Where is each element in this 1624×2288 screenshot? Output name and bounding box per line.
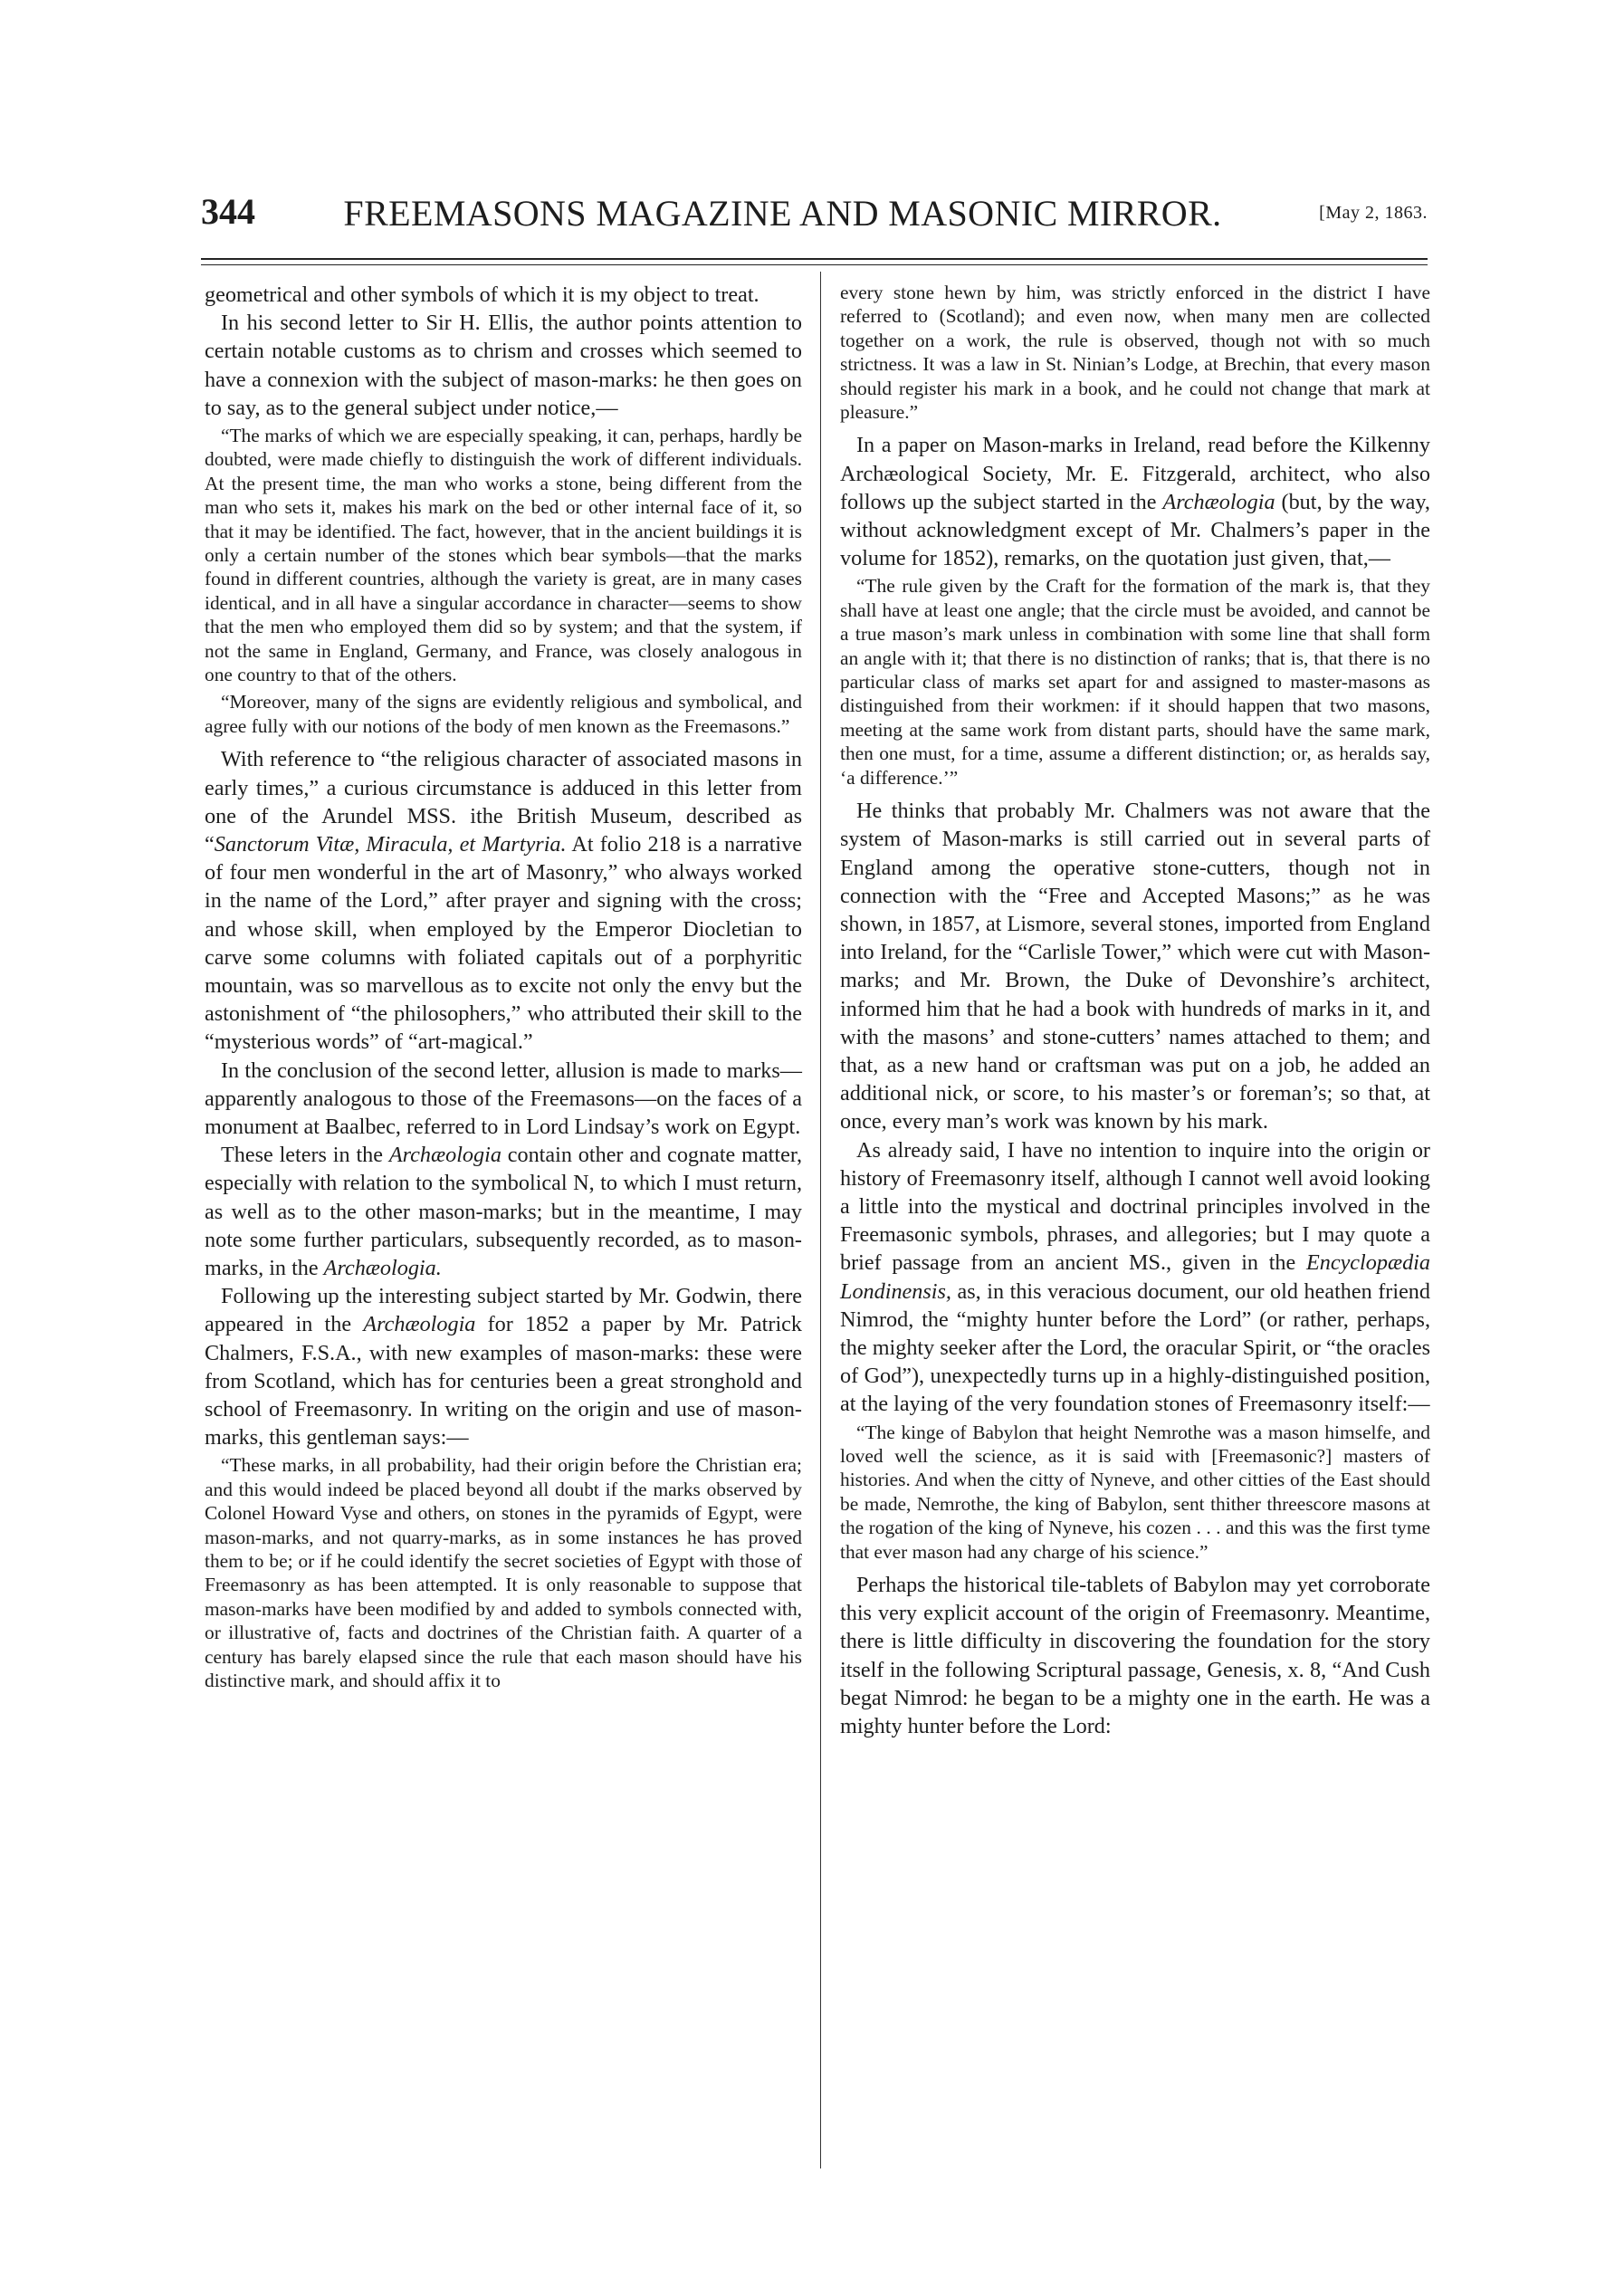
left-column [205,281,802,1696]
paragraph: As already said, I have no intention to inquire into the origin or history of Freemasonry itself, although I cannot well avoid looking a little into the mystical and doctrinal principles involved in the Freemasonic symbols, phrases, and allegories; but I may quote a brief passage from an ancient MS., given in the Encyclopædia Londinensis, as, in this veracious document, our old heathen friend Nimrod, the “mighty hunter before the Lord” (or rather, perhaps, the mighty seeker after the Lord, the oracular Spirit, or “the oracles of God”), unexpectedly turns up in a highly-distinguished position, at the laying of the very foundation stones of Freemasonry itself:— [840,1137,1430,1417]
block-quote: “These marks, in all probability, had their origin before the Christian era; and this would indeed be placed beyond all doubt if the marks observed by Colonel Howard Vyse and others, on stones in the pyramids of Egypt, were mason-marks, and not quarry-marks, as in some instances he has proved them to be; or if he could identify the secret societies of Egypt with those of Freemasonry as has been attempted. It is only reasonable to suppose that mason-marks have been modified by and added to symbols connected with, or illustrative of, facts and doctrines of the Christian faith. A quarter of a century has barely elapsed since the rule that each mason should have his distinctive mark, and should affix it to [205,1454,802,1692]
header-rule-thick [201,258,1428,260]
paragraph: Perhaps the historical tile-tablets of Babylon may yet corroborate this very explicit account of the origin of Freemasonry. Meantime, there is little difficulty in discovering the foundation for the story itself in the following Scriptural passage, Genesis, x. 8, “And Cush begat Nimrod: he began to be a mighty one in the earth. He was a mighty hunter before the Lord: [840,1573,1430,1739]
paragraph: He thinks that probably Mr. Chalmers was not aware that the system of Mason-marks is still carried out in several parts of England among the operative stone-cutters, though not in connection with the “Free and Accepted Masons;” as he was shown, in 1857, at Lismore, several stones, imported from England into Ireland, for the “Carlisle Tower,” which were cut with Mason-marks; and Mr. Brown, the Duke of Devonshire’s architect, informed him that he had a book with hundreds of marks in it, and with the masons’ and stone-cutters’ names attached to them; and that, as a new hand or craftsman was put on a job, he added an additional nick, or score, to his master’s or foreman’s; so that, at once, every man’s work was known by his mark. [840,799,1430,1134]
block-quote: “The rule given by the Craft for the formation of the mark is, that they shall have at least one angle; that the circle must be avoided, and cannot be a true mason’s mark unless in combination with some line that shall form an angle with it; that there is no distinction of ranks; that is, that there is no particular class of marks set apart for and assigned to master-masons as distinguished from their workmen: if it should happen that two masons, meeting at the same work from distant parts, should have the same mark, then one must, for a time, assume a different distinction; or, as heralds say, ‘a difference.’” [840,575,1430,789]
page-number: 344 [201,191,255,232]
issue-date: [May 2, 1863. [1319,203,1428,223]
italic-title: Archæologia [363,1312,476,1337]
paragraph: These leters in the Archæologia contain other and cognate matter, especially with relation to the symbolical N, to which I must return, as well as to the other mason-marks; but in the meantime, I may note some further particulars, subsequently recorded, as to mason-marks, in the Archæologia. [205,1143,802,1280]
italic-title: Archæologia. [323,1255,442,1280]
italic-title: Archæologia [1162,489,1275,514]
paragraph: In the conclusion of the second letter, allusion is made to marks—apparently analogous to those of the Freemasons—on the faces of a monument at Baalbec, referred to in Lord Lindsay’s work on Egypt. [205,1058,802,1139]
block-quote: “The kinge of Babylon that height Nemrothe was a mason himselfe, and loved well the science, as it is said with [Freemasonic?] masters of histories. And when the citty of Nyneve, and other citties of the East should be made, Nemrothe, the king of Babylon, sent thither threescore masons at the rogation of the king of Nyneve, his cozen . . . and this was the first tyme that ever mason had any charge of his science.” [840,1421,1430,1563]
right-column [840,281,1430,1740]
block-quote: “Moreover, many of the signs are evidently religious and symbolical, and agree fully with our notions of the body of men known as the Freemasons.” [205,691,802,737]
block-quote: “The marks of which we are especially speaking, it can, perhaps, hardly be doubted, were made chiefly to distinguish the work of different individuals. At the present time, the man who works a stone, being different from the man who sets it, makes his mark on the bed or other internal face of it, so that it may be identified. The fact, however, that in the ancient buildings it is only a certain number of the stones which bear symbols—that the marks found in different countries, although the variety is great, are in many cases identical, and in all have a singular accordance in character—seems to show that the men who employed them did so by system; and that the system, if not the same in England, Germany, and France, was closely analogous in one country to that of the others. [205,425,802,686]
italic-title: Encyclopædia Londinensis, [840,1250,1430,1304]
header-rule-thin [201,264,1428,265]
running-header [201,190,1428,254]
block-quote: every stone hewn by him, was strictly enforced in the district I have referred to (Scotland); and even now, when many men are collected together on a work, the rule is observed, though not with so much strictness. It was a law in St. Ninian’s Lodge, at Brechin, that every mason should register his mark in a book, and he could not change that mark at pleasure.” [840,282,1430,424]
paragraph: Following up the interesting subject started by Mr. Godwin, there appeared in the Archæologia for 1852 a paper by Mr. Patrick Chalmers, F.S.A., with new examples of mason-marks: these were from Scotland, which has for centuries been a great stronghold and school of Freemasonry. In writing on the origin and use of mason-marks, this gentleman says:— [205,1284,802,1450]
paragraph: geometrical and other symbols of which it is my object to treat. [205,282,759,307]
publication-title: FREEMASONS MAGAZINE AND MASONIC MIRROR. [343,193,1222,234]
italic-title: Archæologia [388,1143,502,1168]
paragraph: In his second letter to Sir H. Ellis, the author points attention to certain notable customs as to chrism and crosses which seemed to have a connexion with the subject of mason-marks: he then goes on to say, as to the general subject under notice,— [205,311,802,420]
paragraph: With reference to “the religious character of associated masons in early times,” a curious circumstance is adduced in this letter from one of the Arundel MSS. ithe British Museum, described as “Sanctorum Vitæ, Miracula, et Martyria. At folio 218 is a narrative of four men wonderful in the art of Masonry,” who always worked in the name of the Lord,” after prayer and signing with the cross; and whose skill, when employed by the Emperor Diocletian to carve some columns with foliated capitals out of a porphyritic mountain, was so marvellous as to excite not only the envy but the astonishment of “the philosophers,” who attributed their skill to the “mysterious words” of “art-magical.” [205,747,802,1055]
column-divider [820,272,821,2168]
paragraph: In a paper on Mason-marks in Ireland, read before the Kilkenny Archæological Society, Mr. E. Fitzgerald, architect, who also follows up the subject started in the Archæologia (but, by the way, without acknowledgment except of Mr. Chalmers’s paper in the volume for 1852), remarks, on the quotation just given, that,— [840,433,1430,571]
italic-title: Sanctorum Vitæ, Miracula, et Martyria. [214,831,567,857]
